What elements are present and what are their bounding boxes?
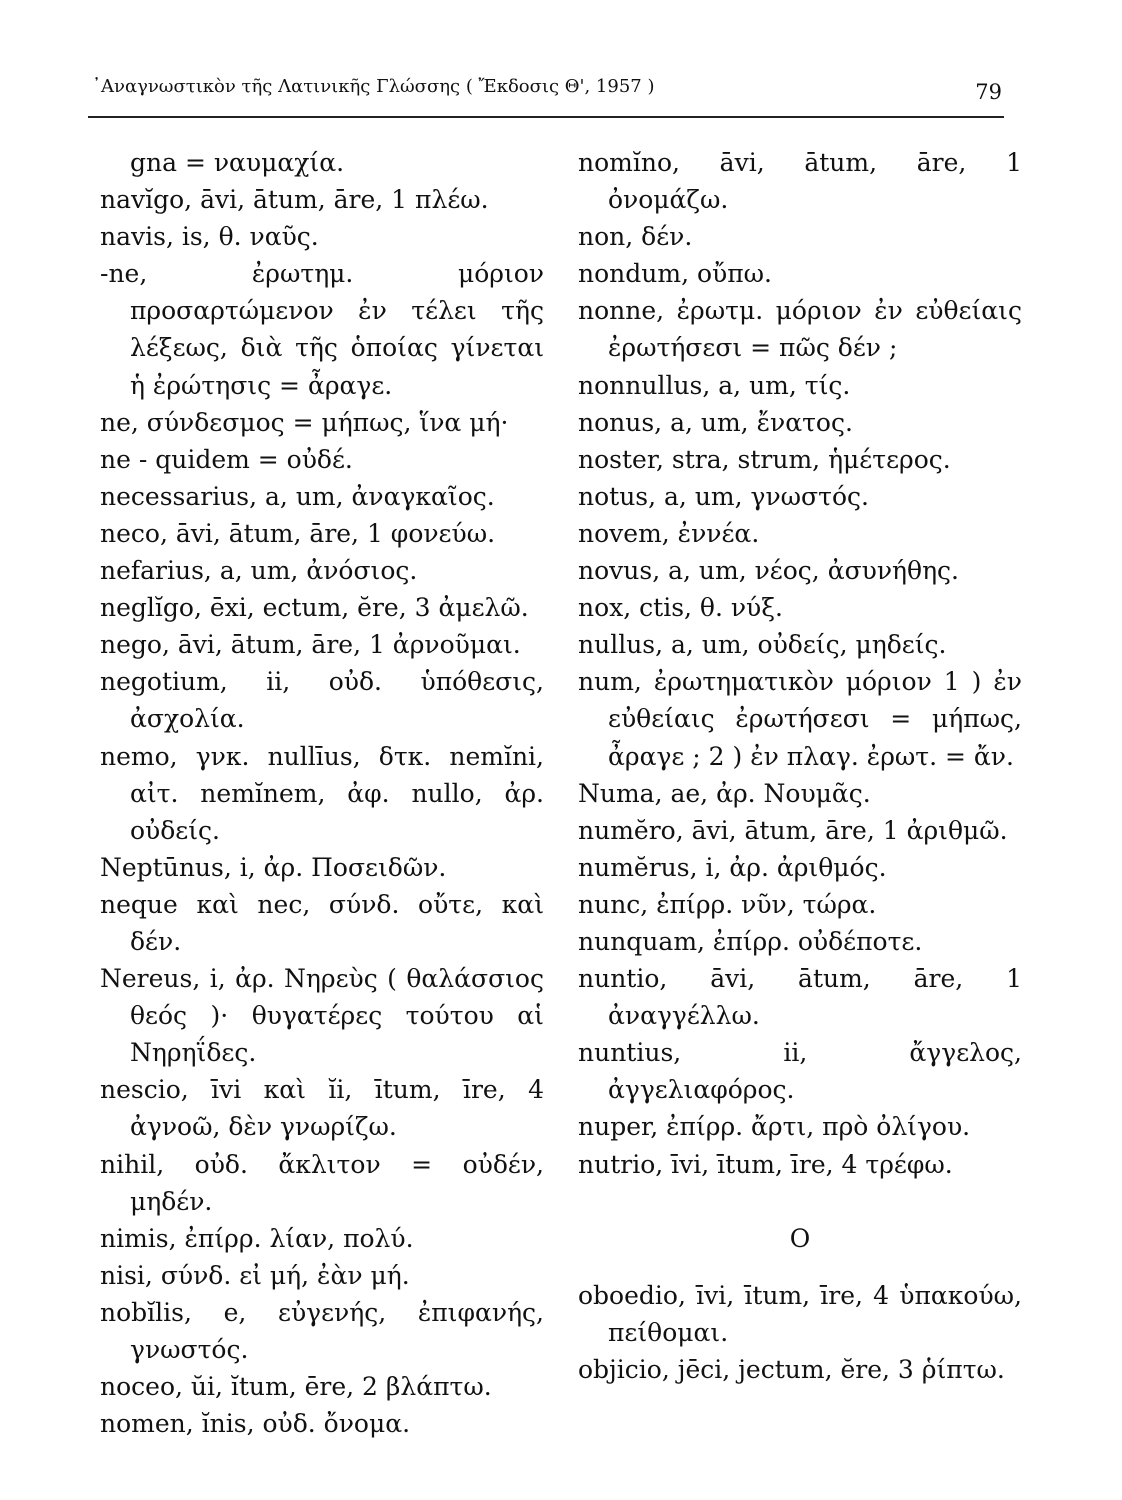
dictionary-entry: nuper, ἐπίρρ. ἄρτι, πρὸ ὀλίγου. — [578, 1112, 971, 1142]
dictionary-entry: navis, is, θ. ναῦς. — [100, 222, 319, 252]
dictionary-entry: nunc, ἐπίρρ. νῦν, τώρα. — [578, 889, 877, 919]
dictionary-entry: Neptūnus, i, ἀρ. Ποσειδῶν. — [100, 852, 447, 882]
dictionary-entry: nomĭno, āvi, ātum, āre, 1 ὀνομάζω. — [578, 148, 1022, 215]
header-rule — [88, 116, 1004, 118]
dictionary-entry: noster, stra, strum, ἡμέτερος. — [578, 444, 951, 474]
dictionary-entry: Nereus, i, ἀρ. Νηρεὺς ( θαλάσσιος θεός )· θυγατέρες τούτου αἱ Νηρηΐδες. — [100, 964, 544, 1068]
dictionary-entry: neco, āvi, ātum, āre, 1 φονεύω. — [100, 518, 496, 548]
dictionary-entry: non, δέν. — [578, 222, 693, 252]
running-header — [92, 76, 1002, 106]
dictionary-entry: nomen, ĭnis, οὐδ. ὄνομα. — [100, 1409, 411, 1439]
dictionary-entry: novus, a, um, νέος, ἀσυνήθης. — [578, 556, 959, 586]
dictionary-entry: neglĭgo, ēxi, ectum, ĕre, 3 ἀμελῶ. — [100, 593, 529, 623]
dictionary-entry: nobĭlis, e, εὐγενής, ἐπιφανής, γνωστός. — [100, 1297, 544, 1364]
dictionary-entry: nego, āvi, ātum, āre, 1 ἀρνοῦμαι. — [100, 630, 521, 660]
dictionary-entry: nox, ctis, θ. νύξ. — [578, 593, 783, 623]
section-gap — [578, 1183, 1022, 1220]
dictionary-entry: nemo, γνκ. nullīus, δτκ. nemĭni, αἰτ. nemĭnem, ἀφ. nullo, ἀρ. οὐδείς. — [100, 741, 544, 845]
dictionary-entry: negotium, ii, οὐδ. ὑπόθεσις, ἀσχολία. — [100, 667, 544, 734]
dictionary-entry: numĕro, āvi, ātum, āre, 1 ἀριθμῶ. — [578, 815, 1008, 845]
left-column — [100, 144, 544, 1442]
dictionary-entry: neque καὶ nec, σύνδ. οὔτε, καὶ δέν. — [100, 889, 544, 956]
dictionary-entry: necessarius, a, um, ἀναγκαῖος. — [100, 481, 495, 511]
dictionary-entry: nullus, a, um, οὐδείς, μηδείς. — [578, 630, 947, 660]
dictionary-entry: novem, ἐννέα. — [578, 518, 760, 548]
dictionary-entry: nescio, īvi καὶ ĭi, ītum, īre, 4 ἀγνοῶ, δὲν γνωρίζω. — [100, 1075, 544, 1142]
page-number: 79 — [975, 80, 1002, 104]
dictionary-entry: numĕrus, i, ἀρ. ἀριθμός. — [578, 852, 887, 882]
dictionary-entry: nuntius, ii, ἄγγελος, ἀγγελιαφόρος. — [578, 1038, 1022, 1105]
dictionary-entry: gna = ναυμαχία. — [130, 148, 345, 177]
dictionary-entry: ne - quidem = οὐδέ. — [100, 444, 353, 474]
dictionary-entry: navĭgo, āvi, ātum, āre, 1 πλέω. — [100, 185, 489, 215]
section-letter: O — [789, 1223, 811, 1253]
dictionary-entry: nutrio, īvi, ītum, īre, 4 τρέφω. — [578, 1149, 953, 1179]
dictionary-entry: ne, σύνδεσμος = μήπως, ἵνα μή· — [100, 407, 509, 437]
header-title: ᾿Αναγνωστικὸν τῆς Λατινικῆς Γλώσσης ( Ἔκδοσις Θ', 1957 ) — [92, 76, 655, 97]
dictionary-entry: num, ἐρωτηματικὸν μόριον 1 ) ἐν εὐθείαις ἐρωτήσεσι = μήπως, ἆραγε ; 2 ) ἐν πλαγ. ἐρωτ. = ἄν. — [578, 667, 1022, 771]
dictionary-entry: Numa, ae, ἀρ. Νουμᾶς. — [578, 778, 871, 808]
dictionary-entry: nimis, ἐπίρρ. λίαν, πολύ. — [100, 1223, 414, 1253]
right-column — [578, 144, 1022, 1388]
dictionary-entry: nondum, οὔπω. — [578, 259, 772, 289]
dictionary-entry: nonne, ἐρωτμ. μόριον ἐν εὐθείαις ἐρωτήσεσι = πῶς δέν ; — [578, 296, 1022, 363]
dictionary-entry: noceo, ŭi, ĭtum, ēre, 2 βλάπτω. — [100, 1372, 492, 1402]
dictionary-entry: oboedio, īvi, ītum, īre, 4 ὑπακούω, πείθομαι. — [578, 1280, 1022, 1347]
dictionary-entry: -ne, ἐρωτημ. μόριον προσαρτώμενον ἐν τέλει τῆς λέξεως, διὰ τῆς ὁποίας γίνεται ἡ ἐρώτησις = ἆραγε. — [100, 259, 544, 400]
dictionary-entry: notus, a, um, γνωστός. — [578, 481, 869, 511]
dictionary-entry: objicio, jēci, jectum, ĕre, 3 ῥίπτω. — [578, 1354, 1005, 1384]
dictionary-entry: nisi, σύνδ. εἰ μή, ἐὰν μή. — [100, 1260, 410, 1290]
section-gap — [578, 1257, 1022, 1277]
dictionary-entry: nonus, a, um, ἔνατος. — [578, 407, 853, 437]
dictionary-entry: nefarius, a, um, ἀνόσιος. — [100, 556, 418, 586]
dictionary-entry: nihil, οὐδ. ἄκλιτον = οὐδέν, μηδέν. — [100, 1149, 544, 1216]
dictionary-entry: nonnullus, a, um, τίς. — [578, 370, 851, 400]
dictionary-entry: nunquam, ἐπίρρ. οὐδέποτε. — [578, 926, 923, 956]
dictionary-entry: nuntio, āvi, ātum, āre, 1 ἀναγγέλλω. — [578, 964, 1022, 1031]
